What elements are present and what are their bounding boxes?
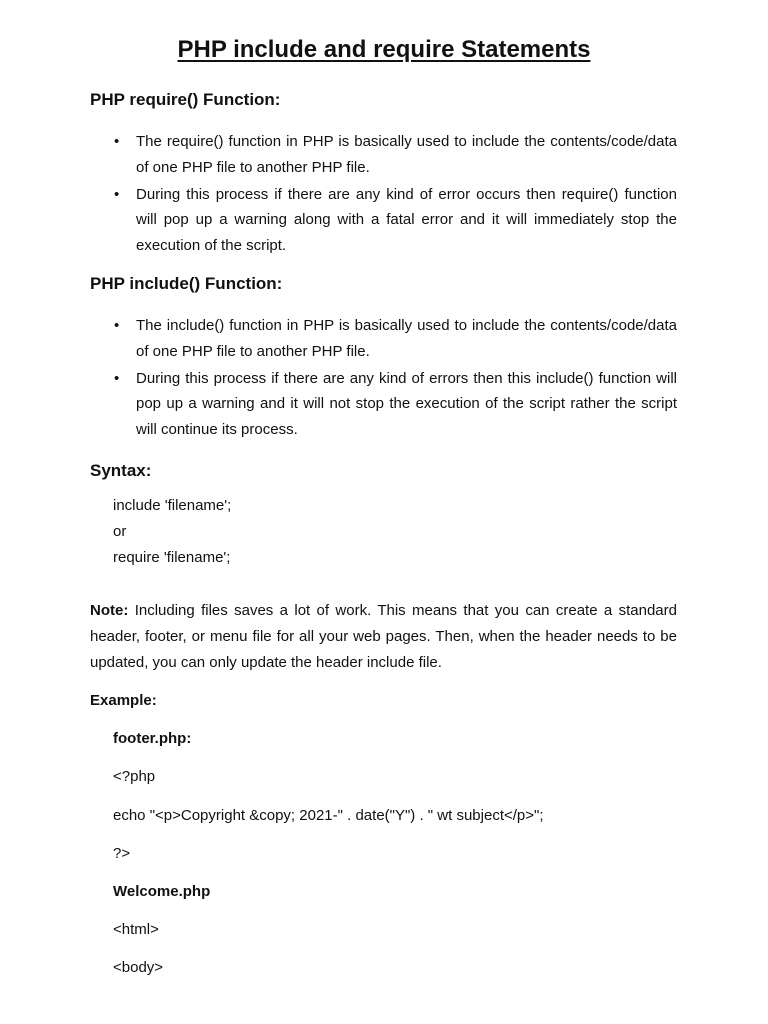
require-heading: PHP require() Function: bbox=[90, 90, 281, 109]
note-paragraph bbox=[90, 598, 677, 676]
syntax-line-require: require 'filename'; bbox=[113, 549, 231, 566]
footer-code-line-1: <?php bbox=[113, 768, 156, 785]
require-bullet-list bbox=[114, 129, 677, 260]
syntax-line-or: or bbox=[113, 523, 127, 540]
footer-code-line-3: ?> bbox=[113, 845, 131, 862]
page-title: PHP include and require Statements bbox=[177, 36, 591, 63]
syntax-line-include: include 'filename'; bbox=[113, 497, 232, 514]
require-bullet-1: • The require() function in PHP is basically used to include the contents/code/data of one PHP file to another PHP file. bbox=[114, 129, 677, 180]
syntax-heading: Syntax: bbox=[90, 461, 152, 480]
welcome-code-line-2: <body> bbox=[113, 959, 164, 976]
note-label: Note: bbox=[90, 602, 129, 619]
footer-code-line-2: echo "<p>Copyright &copy; 2021-" . date("Y") . " wt subject</p>"; bbox=[113, 807, 544, 824]
include-bullet-2: • During this process if there are any kind of errors then this include() function will pop up a warning and it will not stop the execution of the script rather the script will continue its process. bbox=[114, 366, 677, 443]
include-heading: PHP include() Function: bbox=[90, 274, 283, 293]
note-text: Including files saves a lot of work. This means that you can create a standard header, footer, or menu file for all your web pages. Then, when the header needs to be updated, you can only update the header include file. bbox=[90, 602, 677, 671]
require-bullet-2: • During this process if there are any kind of error occurs then require() function will pop up a warning along with a fatal error and it will immediately stop the execution of the script. bbox=[114, 182, 677, 259]
include-bullet-list bbox=[114, 313, 677, 444]
include-bullet-1: • The include() function in PHP is basically used to include the contents/code/data of one PHP file to another PHP file. bbox=[114, 313, 677, 364]
example-heading: Example: bbox=[90, 692, 157, 709]
footer-file-name: footer.php: bbox=[113, 730, 192, 747]
welcome-file-name: Welcome.php bbox=[113, 883, 211, 900]
welcome-code-line-1: <html> bbox=[113, 921, 159, 938]
